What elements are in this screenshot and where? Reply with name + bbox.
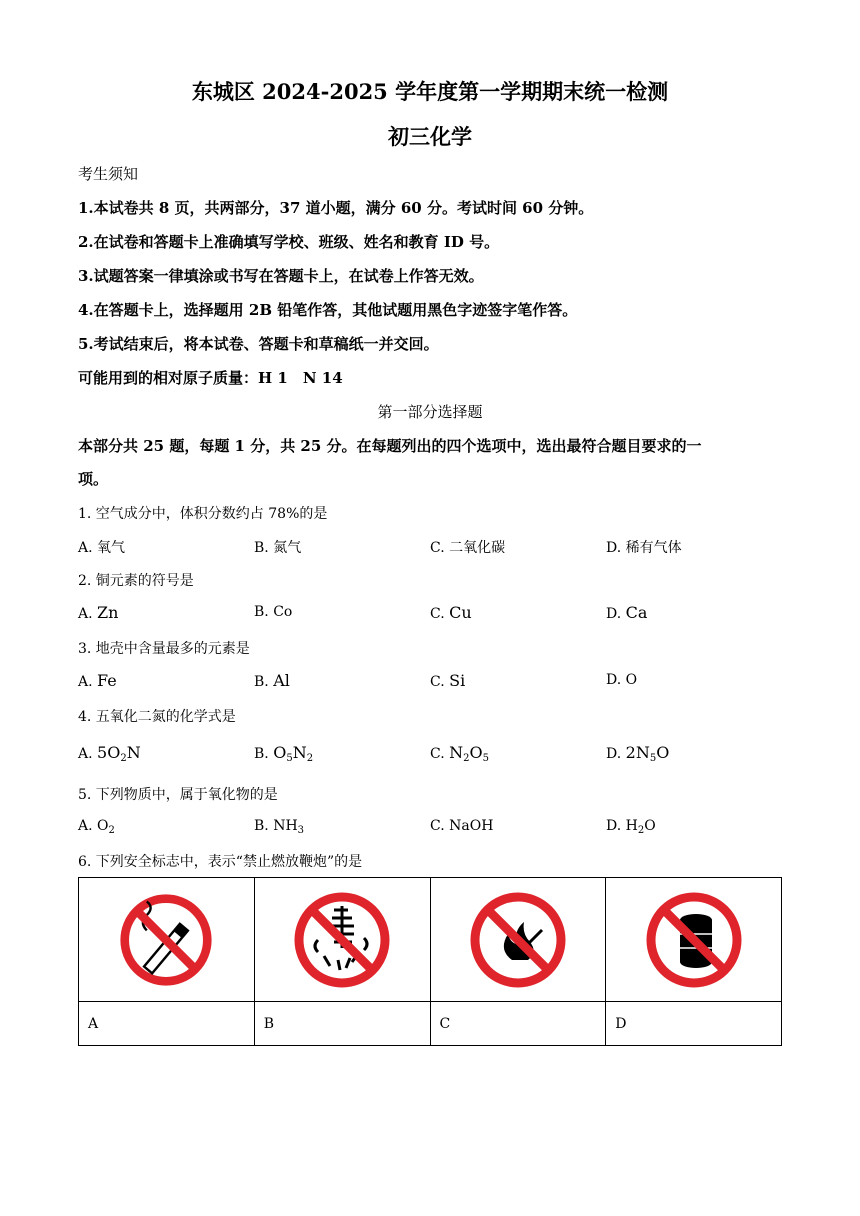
question-5-stem: 5. 下列物质中，属于氧化物的是 bbox=[78, 787, 278, 803]
atomic-mass-note: 可能用到的相对原子质量：H 1 N 14 bbox=[78, 369, 343, 387]
question-2-stem: 2. 铜元素的符号是 bbox=[78, 573, 194, 589]
sign-label-b: B bbox=[254, 1002, 430, 1046]
q1-option-d: D. 稀有气体 bbox=[606, 540, 682, 556]
notice-item: 2.在试卷和答题卡上准确填写学校、班级、姓名和教育 ID 号。 bbox=[78, 233, 500, 251]
safety-signs-table bbox=[78, 877, 782, 1046]
q2-option-b: B. Co bbox=[254, 604, 293, 620]
q2-option-a: A. Zn bbox=[78, 603, 119, 622]
no-open-flame-icon bbox=[468, 890, 568, 990]
notice-item: 4.在答题卡上，选择题用 2B 铅笔作答，其他试题用黑色字迹签字笔作答。 bbox=[78, 301, 578, 319]
sign-cell-a bbox=[79, 878, 255, 1002]
no-flammable-barrel-icon bbox=[644, 890, 744, 990]
question-4-stem: 4. 五氧化二氮的化学式是 bbox=[78, 709, 236, 725]
q5-option-a: A. $O_2$ bbox=[78, 818, 115, 836]
q1-option-b: B. 氮气 bbox=[254, 540, 302, 556]
question-1-stem: 1. 空气成分中，体积分数约占 78%的是 bbox=[78, 506, 328, 522]
part1-intro-cont: 项。 bbox=[78, 470, 109, 488]
part1-intro: 本部分共 25 题，每题 1 分，共 25 分。在每题列出的四个选项中，选出最符合题目要求的一 bbox=[78, 437, 702, 455]
question-3-stem: 3. 地壳中含量最多的元素是 bbox=[78, 641, 250, 657]
q3-option-b: B. Al bbox=[254, 671, 290, 690]
sign-label-d: D bbox=[606, 1002, 782, 1046]
notice-item: 3.试题答案一律填涂或书写在答题卡上，在试卷上作答无效。 bbox=[78, 267, 484, 285]
q3-option-d: D. O bbox=[606, 672, 638, 688]
sign-cell-b bbox=[254, 878, 430, 1002]
q4-option-c: C. $N_2O_5$ bbox=[430, 743, 489, 764]
q5-option-b: B. $NH_3$ bbox=[254, 818, 305, 836]
sign-cell-d bbox=[606, 878, 782, 1002]
q2-option-d: D. Ca bbox=[606, 603, 648, 622]
q5-option-d: D. $H_2O$ bbox=[606, 818, 656, 836]
q1-option-a: A. 氧气 bbox=[78, 540, 126, 556]
question-6-stem: 6. 下列安全标志中，表示“禁止燃放鞭炮”的是 bbox=[78, 854, 363, 870]
sign-label-a: A bbox=[79, 1002, 255, 1046]
sign-cell-c bbox=[430, 878, 606, 1002]
notice-item: 5.考试结束后，将本试卷、答题卡和草稿纸一并交回。 bbox=[78, 335, 439, 353]
q3-option-a: A. Fe bbox=[78, 671, 117, 690]
notice-item: 1.本试卷共 8 页，共两部分，37 道小题，满分 60 分。考试时间 60 分钟。 bbox=[78, 199, 594, 217]
q2-option-c: C. Cu bbox=[430, 603, 472, 622]
exam-subtitle: 初三化学 bbox=[388, 124, 472, 149]
q3-option-c: C. Si bbox=[430, 671, 466, 690]
no-firecrackers-icon bbox=[292, 890, 392, 990]
notice-heading: 考生须知 bbox=[78, 165, 139, 183]
no-smoking-icon bbox=[118, 892, 214, 988]
exam-title: 东城区 2024-2025 学年度第一学期期末统一检测 bbox=[191, 79, 669, 104]
q5-option-c: C. NaOH bbox=[430, 818, 494, 834]
q1-option-c: C. 二氧化碳 bbox=[430, 540, 506, 556]
q4-option-d: D. $2N_5O$ bbox=[606, 743, 670, 764]
part1-heading: 第一部分选择题 bbox=[377, 403, 483, 421]
sign-label-c: C bbox=[430, 1002, 606, 1046]
q4-option-b: B. $O_5N_2$ bbox=[254, 743, 314, 764]
q4-option-a: A. $5O_2N$ bbox=[78, 743, 141, 764]
